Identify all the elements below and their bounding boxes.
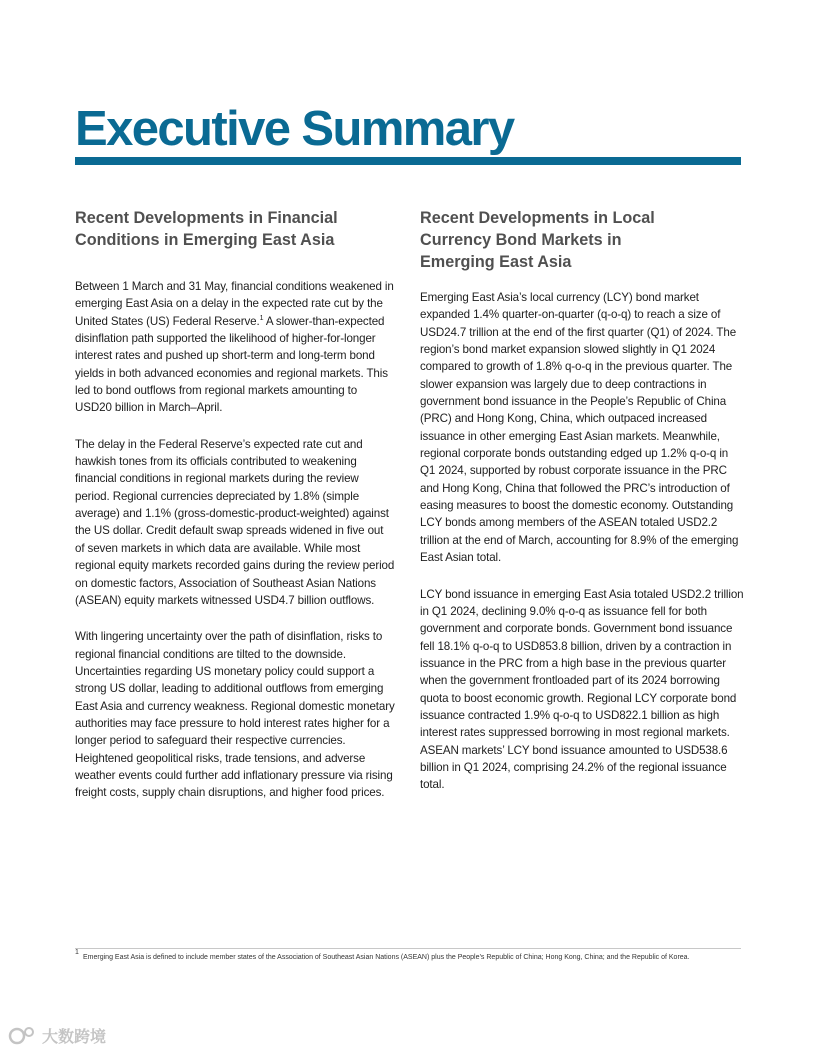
left-p1-text-cont: A slower-than-expected disinflation path supported the likelihood of higher-for-longer interest rates and pushed up short-term and long-term bond yields in both advanced economies and regional markets. This led to bond outflows from regional markets amounting to USD20 billion in March–April. xyxy=(75,314,388,415)
left-heading: Recent Developments in Financial Conditions in Emerging East Asia xyxy=(75,209,338,249)
watermark-text: 大数跨境 xyxy=(42,1029,107,1046)
footnote-ref-1[interactable]: 1 xyxy=(259,314,264,322)
left-paragraph-1 xyxy=(75,278,395,417)
right-paragraph-2: LCY bond issuance in emerging East Asia totaled USD2.2 trillion in Q1 2024, declining 9.0% q-o-q as issuance fell for both government and corporate bonds. Government bond issuance fell 18.1% q-o-q to USD853.8 billion, driven by a contraction in issuance in the PRC from a high base in the previous quarter when the government frontloaded part of its 2024 borrowing quota to boost economic growth. Regional LCY corporate bond issuance contracted 1.9% q-o-q to USD822.1 billion as high interest rates suppressed borrowing in most regional markets. ASEAN markets’ LCY bond issuance amounted to USD538.6 billion in Q1 2024, comprising 24.2% of the regional issuance total. xyxy=(420,587,744,792)
left-p1-text: Between 1 March and 31 May, financial conditions weakened in emerging East Asia on a delay in the expected rate cut by the United States (US) Federal Reserve. xyxy=(75,280,394,328)
left-paragraph-2: The delay in the Federal Reserve’s expected rate cut and hawkish tones from its officials contributed to weakening financial conditions in regional markets during the review period. Regional currencies depreciated by 1.8% (simple average) and 1.1% (gross-domestic-product-weighted) against the US dollar. Credit default swap spreads widened in five out of seven markets in which data are available. While most regional equity markets recorded gains during the review period on domestic factors, Association of Southeast Asian Nations (ASEAN) equity markets witnessed USD4.7 billion outflows. xyxy=(75,437,395,607)
page-title: Executive Summary xyxy=(75,102,514,156)
right-column xyxy=(420,207,744,813)
left-paragraph-3: With lingering uncertainty over the path of disinflation, risks to regional financial conditions are tilted to the downside. Uncertainties regarding US monetary policy could support a strong US dollar, leading to additional outflows from emerging East Asia and currency weakness. Regional domestic monetary authorities may face pressure to hold interest rates higher for a longer period to safeguard their respective currencies. Heightened geopolitical risks, trade tensions, and adverse weather events could further add inflationary pressure via rising freight costs, supply chain disruptions, and higher food prices. xyxy=(75,630,395,800)
footnote-rule xyxy=(75,948,741,949)
footnote: 1 Emerging East Asia is defined to include member states of the Association of Southeast Asian Nations (ASEAN) plus the People’s Republic of China; Hong Kong, China; and the Republic of Korea. xyxy=(75,953,735,963)
watermark-logo-icon xyxy=(8,1026,38,1046)
left-column xyxy=(75,207,395,821)
right-paragraph-1: Emerging East Asia’s local currency (LCY) bond market expanded 1.4% quarter-on-quarter (q-o-q) to reach a size of USD24.7 trillion at the end of the first quarter (Q1) of 2024. The region’s bond market expansion slowed slightly in Q1 2024 compared to growth of 1.8% q-o-q in the previous quarter. The slower expansion was largely due to deep contractions in government bond issuance in the People’s Republic of China (PRC) and Hong Kong, China, which outpaced increased issuance in other emerging East Asian markets. Meanwhile, regional corporate bonds outstanding edged up 1.2% q-o-q in Q1 2024, supported by robust corporate issuance in the PRC and Hong Kong, China that followed the PRC’s introduction of easing measures to boost the domestic economy. Outstanding LCY bonds among members of the ASEAN totaled USD2.2 trillion at the end of March, accounting for 8.9% of the emerging East Asian total. xyxy=(420,291,739,565)
title-rule xyxy=(75,157,741,165)
footnote-text: Emerging East Asia is defined to include member states of the Association of Southeast Asian Nations (ASEAN) plus the People’s Republic of China; Hong Kong, China; and the Republic of Korea. xyxy=(83,954,690,961)
right-heading: Recent Developments in Local Currency Bond Markets in Emerging East Asia xyxy=(420,209,655,271)
watermark xyxy=(8,1024,106,1047)
